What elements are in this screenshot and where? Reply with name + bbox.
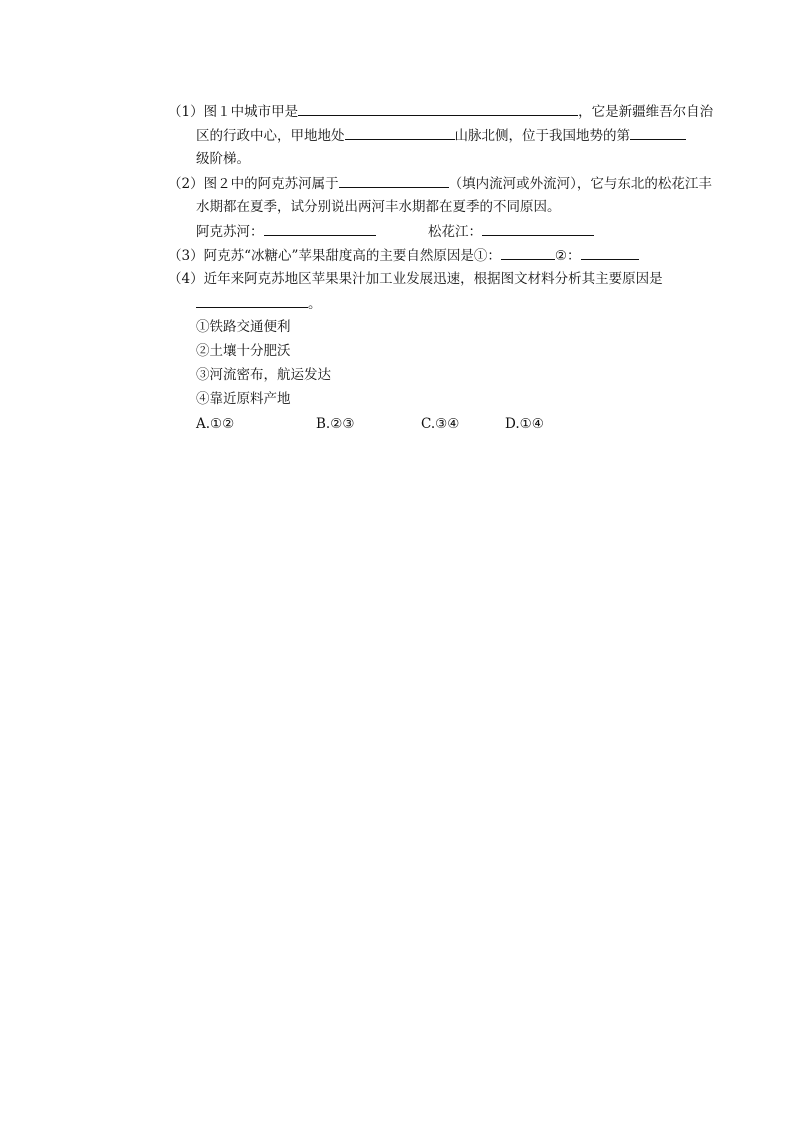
q1-line-3	[196, 150, 250, 168]
q4-item-2: ②土壤十分肥沃	[196, 343, 291, 359]
q1-text-b: ，它是新疆维吾尔自治	[578, 104, 714, 120]
q4-item-1: ①铁路交通便利	[196, 319, 291, 335]
q4-option-d[interactable]: D.①④	[505, 416, 544, 432]
q4-blank-answer[interactable]	[196, 294, 308, 308]
q2-label-aksu: 阿克苏河：	[196, 224, 264, 240]
q4-text-b: 。	[308, 296, 322, 312]
q4-option-b[interactable]: B.②③	[316, 416, 355, 432]
q2-blank-river-type[interactable]	[339, 174, 449, 188]
q2-blank-songhua[interactable]	[482, 222, 594, 236]
q1-blank-city[interactable]	[298, 102, 578, 116]
q2-line-1	[168, 174, 712, 192]
q2-label-songhua: 松花江：	[428, 224, 482, 240]
q4-item-4: ④靠近原料产地	[196, 391, 291, 407]
q3-line-1	[168, 246, 639, 264]
q3-text-a: 阿克苏“冰糖心”苹果甜度高的主要自然原因是①：	[203, 248, 501, 264]
q1-text-e: 级阶梯。	[196, 151, 250, 167]
q2-text-b: （填内流河或外流河），它与东北的松花江丰	[448, 176, 712, 192]
q1-text-a: 图１中城市甲是	[203, 104, 299, 120]
q3-text-b: ②：	[554, 248, 581, 264]
q2-line-3b	[428, 222, 594, 240]
q1-text-c: 区的行政中心，甲地地处	[196, 128, 345, 144]
q1-line-2	[196, 126, 686, 144]
q2-line-3	[196, 222, 376, 240]
q4-option-a[interactable]: A.①②	[196, 416, 235, 432]
q4-option-c[interactable]: C.③④	[421, 416, 460, 432]
q2-text-a: 图２中的阿克苏河属于	[203, 176, 339, 192]
q4-line-1	[168, 270, 663, 288]
q1-number: （1）	[168, 104, 204, 120]
q1-text-d: 山脉北侧，位于我国地势的第	[454, 128, 630, 144]
q4-item-3: ③河流密布，航运发达	[196, 367, 331, 383]
q4-number: （4）	[168, 271, 204, 287]
q1-line-1	[168, 102, 713, 120]
q2-number: （2）	[168, 176, 204, 192]
q4-line-2	[196, 294, 322, 312]
q1-blank-step[interactable]	[630, 126, 686, 140]
q3-blank-1[interactable]	[501, 246, 555, 260]
q3-blank-2[interactable]	[581, 246, 639, 260]
q4-text-a: 近年来阿克苏地区苹果果汁加工业发展迅速，根据图文材料分析其主要原因是	[203, 271, 663, 287]
q2-line-2	[196, 198, 561, 216]
q2-text-c: 水期都在夏季，试分别说出两河丰水期都在夏季的不同原因。	[196, 199, 561, 215]
q2-blank-aksu[interactable]	[264, 222, 376, 236]
q1-blank-mountain[interactable]	[345, 126, 455, 140]
q3-number: （3）	[168, 248, 204, 264]
